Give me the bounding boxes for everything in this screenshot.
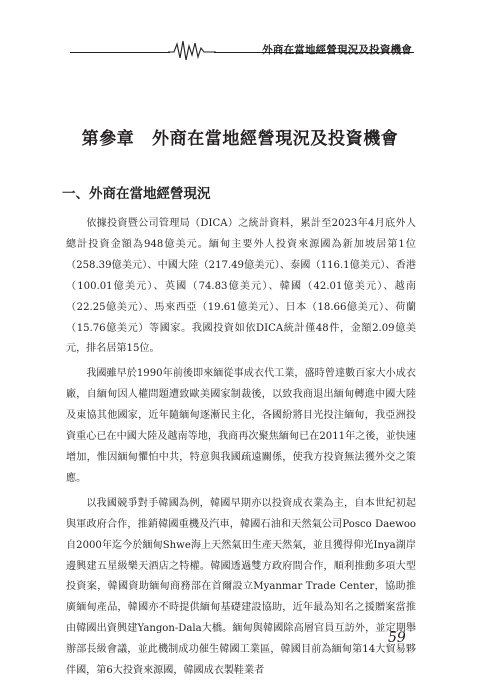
chapter-title: 第參章 外商在當地經營現況及投資機會 [81, 129, 399, 149]
body-paragraph: 依據投資暨公司管理局（DICA）之統計資料，累計至2023年4月底外人總計投資金額為948億美元。緬甸主要外人投資來源國為新加坡居第1位（258.39億美元）、中國大陸（217.49億美元）、泰國（116.1億美元）、香港（100.01億美元）、英國（74.83億美元）、韓國（42.01億美元）、越南（22.25億美元）、馬來西亞（19.61億美元）、日本（18.66億美元）、荷蘭（15.76億美元）等國家。我國投資如依DICA統計僅48件，金額2.09億美元，排名居第15位。 [66, 218, 416, 355]
section-heading: 一、外商在當地經營現況 [62, 186, 211, 202]
body-paragraph: 以我國競爭對手韓國為例，韓國早期亦以投資成衣業為主，自本世紀初起與軍政府合作，推銷韓國重機及汽車，韓國石油和天然氣公司Posco Daewoo自2000年迄今於緬甸Shwe海上天然氣田生產天然氣，並且獲得仰光Inya湖岸邊興建五星級樂天酒店之特權。韓國透過雙方政府間合作，順利推動多項大型投資案，韓國資助緬甸商務部在首爾設立Myanmar Trade Center，協助推廣緬甸產品，韓國亦不時提供緬甸基礎建設協助，近年最為知名之援贈案當推由韓國出資興建Yangon-Dala大橋。緬甸與韓國除高層官員互訪外，並定期舉辦部長級會議，並此機制成功催生韓國工業區，韓國目前為緬甸第14大貿易夥伴國，第6大投資來源國，韓國成衣製鞋業者 [66, 497, 416, 677]
running-header-title: 外商在當地經營現況及投資機會 [262, 44, 412, 56]
heartbeat-wave-icon [168, 38, 216, 62]
header-rule-left [70, 52, 170, 53]
body-paragraph: 我國雖早於1990年前後即來緬從事成衣代工業，盛時曾達數百家大小成衣廠，自緬甸因人權問題遭致歐美國家制裁後，以致我商退出緬甸轉進中國大陸及東協其他國家，近年隨緬甸逐漸民主化，各國紛將目光投注緬甸，我亞洲投資重心已在中國大陸及越南等地，我商再次聚焦緬甸已在2011年之後，並快速增加，惟因緬甸懼怕中共，特意與我國疏遠關係，使我方投資無法獲外交之策應。 [66, 368, 416, 484]
page-number: 59 [388, 630, 406, 646]
body-text [66, 214, 416, 686]
